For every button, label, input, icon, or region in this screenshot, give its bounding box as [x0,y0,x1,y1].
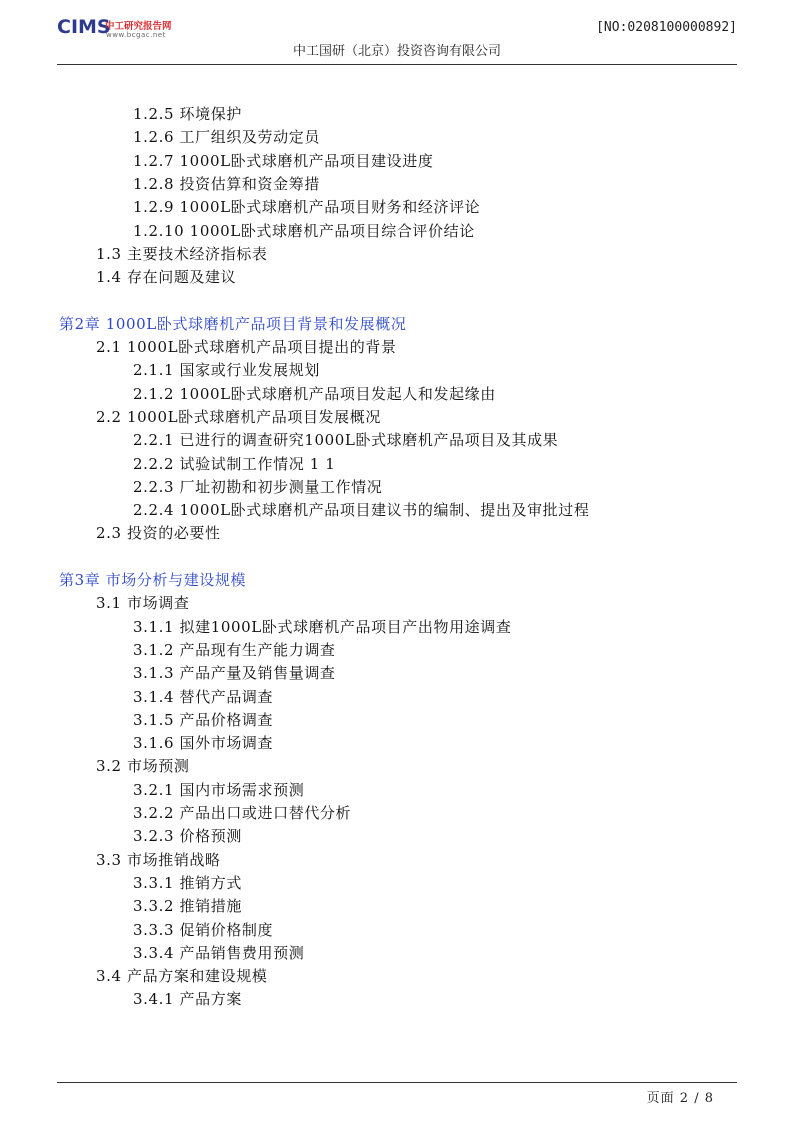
footer-divider [57,1082,737,1083]
toc-entry[interactable]: 1.4 存在问题及建议 [96,268,237,287]
toc-entry[interactable]: 1.2.8 投资估算和资金筹措 [133,174,320,193]
toc-entry[interactable]: 2.2.3 厂址初勘和初步测量工作情况 [133,477,383,496]
toc-entry[interactable]: 3.1.2 产品现有生产能力调查 [133,640,336,659]
document-number: [NO:0208100000892] [596,20,737,35]
toc-entry[interactable]: 3.1.5 产品价格调查 [133,710,274,729]
toc-entry[interactable]: 3.3.3 促销价格制度 [133,920,274,939]
toc-entry[interactable]: 1.2.5 环境保护 [133,105,242,123]
toc-entry[interactable]: 1.2.10 1000L卧式球磨机产品项目综合评价结论 [133,221,475,240]
toc-chapter-heading[interactable]: 第2章 1000L卧式球磨机产品项目背景和发展概况 [59,314,407,333]
toc-entry[interactable]: 2.3 投资的必要性 [96,524,221,543]
logo-cn-text: 中工研究报告网 [105,21,172,32]
logo-text: CIMS [57,16,111,38]
toc-entry[interactable]: 2.2.1 已进行的调查研究1000L卧式球磨机产品项目及其成果 [133,431,559,450]
toc-entry[interactable]: 3.3.4 产品销售费用预测 [133,943,305,962]
toc-entry[interactable]: 3.1.4 替代产品调查 [133,687,274,706]
company-name: 中工国研（北京）投资咨询有限公司 [292,44,501,59]
toc-entry[interactable]: 2.2 1000L卧式球磨机产品项目发展概况 [96,407,381,426]
toc-entry[interactable]: 3.2.2 产品出口或进口替代分析 [133,804,352,822]
toc-entry[interactable]: 3.2.1 国内市场需求预测 [133,780,305,799]
toc-entry[interactable]: 3.1 市场调查 [96,594,190,613]
logo-url: www.bcgac.net [106,31,166,39]
header-divider [57,64,737,65]
toc-entry[interactable]: 3.3.1 推销方式 [133,873,242,892]
toc-entry[interactable]: 1.2.6 工厂组织及劳动定员 [133,128,320,147]
toc-entry[interactable]: 2.1 1000L卧式球磨机产品项目提出的背景 [96,338,397,356]
page-header [57,14,737,66]
toc-entry[interactable]: 3.3 市场推销战略 [96,850,221,869]
toc-entry[interactable]: 2.1.1 国家或行业发展规划 [133,361,320,380]
toc-entry[interactable]: 2.1.2 1000L卧式球磨机产品项目发起人和发起缘由 [133,384,496,403]
toc-entry[interactable]: 3.4 产品方案和建设规模 [96,967,268,986]
page-number: 页面 2 / 8 [646,1091,714,1106]
toc-entry[interactable]: 3.2.3 价格预测 [133,827,242,846]
toc-entry[interactable]: 3.1.6 国外市场调查 [133,734,274,753]
toc-entry[interactable]: 1.2.7 1000L卧式球磨机产品项目建设进度 [133,151,434,170]
toc-entry[interactable]: 3.3.2 推销措施 [133,897,242,916]
toc-entry[interactable]: 3.1.3 产品产量及销售量调查 [133,664,336,683]
toc-entry[interactable]: 1.3 主要技术经济指标表 [96,244,268,263]
toc-entry[interactable]: 3.1.1 拟建1000L卧式球磨机产品项目产出物用途调查 [133,617,512,636]
toc-entry[interactable]: 1.2.9 1000L卧式球磨机产品项目财务和经济评论 [133,198,481,217]
toc-chapter-heading[interactable]: 第3章 市场分析与建设规模 [59,571,247,589]
toc-entry[interactable]: 2.2.2 试验试制工作情况 1 1 [133,454,336,473]
toc-entry[interactable]: 3.4.1 产品方案 [133,990,242,1009]
toc-entry[interactable]: 3.2 市场预测 [96,757,190,776]
toc-entry[interactable]: 2.2.4 1000L卧式球磨机产品项目建议书的编制、提出及审批过程 [133,501,590,520]
